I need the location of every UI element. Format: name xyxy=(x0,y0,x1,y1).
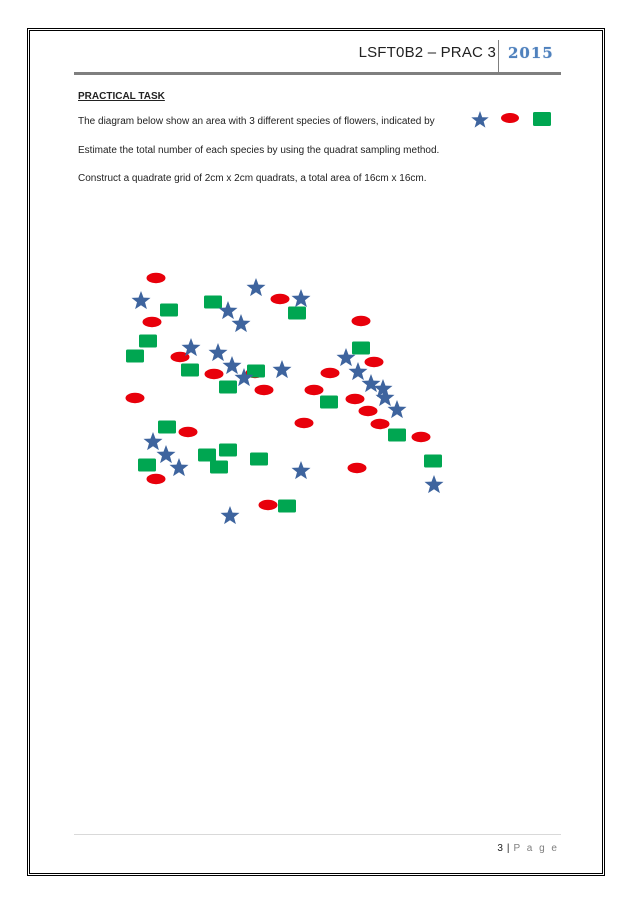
red-oval-flower xyxy=(147,474,166,484)
red-oval-flower xyxy=(321,368,340,378)
green-square-flower xyxy=(219,444,237,457)
blue-star-flower xyxy=(144,432,163,450)
header-year: 2015 xyxy=(508,44,554,62)
green-square-flower xyxy=(219,381,237,394)
green-square-flower xyxy=(139,335,157,348)
page-number: 3 xyxy=(497,843,503,854)
red-oval-flower xyxy=(147,273,166,283)
red-oval-flower xyxy=(305,385,324,395)
green-square-flower xyxy=(138,459,156,472)
blue-star-flower xyxy=(292,289,311,307)
red-oval-flower xyxy=(179,427,198,437)
green-square-flower xyxy=(158,421,176,434)
green-square-flower xyxy=(198,449,216,462)
red-oval-flower xyxy=(352,316,371,326)
blue-star-flower xyxy=(209,343,228,361)
blue-star-flower xyxy=(292,461,311,479)
task-heading: PRACTICAL TASK xyxy=(78,91,165,102)
red-oval-flower xyxy=(126,393,145,403)
blue-star-flower xyxy=(223,356,242,374)
red-oval-flower xyxy=(255,385,274,395)
task-line-2: Estimate the total number of each species by using the quadrat sampling method. xyxy=(78,145,440,156)
blue-star-flower xyxy=(376,388,395,406)
blue-star-flower xyxy=(232,314,251,332)
green-square-flower xyxy=(204,296,222,309)
task-line-3: Construct a quadrate grid of 2cm x 2cm quadrats, a total area of 16cm x 16cm. xyxy=(78,173,427,184)
blue-star-flower xyxy=(247,278,266,296)
blue-star-flower xyxy=(221,506,240,524)
green-square-flower xyxy=(288,307,306,320)
blue-star-flower xyxy=(157,445,176,463)
red-oval-flower xyxy=(371,419,390,429)
red-oval-flower xyxy=(143,317,162,327)
green-square-flower xyxy=(352,342,370,355)
header-doc-code: LSFT0B2 – PRAC 3 xyxy=(358,44,496,61)
red-oval-flower xyxy=(295,418,314,428)
red-oval-flower xyxy=(359,406,378,416)
red-oval-flower xyxy=(259,500,278,510)
green-square-flower xyxy=(126,350,144,363)
blue-star-flower xyxy=(362,374,381,392)
green-square-flower xyxy=(160,304,178,317)
green-square-flower xyxy=(278,500,296,513)
footer-separator: | xyxy=(506,843,510,854)
blue-star-flower xyxy=(388,400,407,418)
red-oval-flower xyxy=(205,369,224,379)
green-square-flower xyxy=(388,429,406,442)
red-oval-flower xyxy=(346,394,365,404)
blue-star-flower xyxy=(273,360,292,378)
page-label: P a g e xyxy=(513,843,559,854)
green-square-flower xyxy=(210,461,228,474)
footer-page-number xyxy=(497,843,559,854)
task-line-1: The diagram below show an area with 3 different species of flowers, indicated by xyxy=(78,116,435,127)
footer-rule xyxy=(74,834,561,835)
red-oval-flower xyxy=(365,357,384,367)
blue-star-flower xyxy=(170,458,189,476)
green-square-flower xyxy=(250,453,268,466)
red-oval-flower xyxy=(348,463,367,473)
blue-star-flower xyxy=(132,291,151,309)
green-square-flower xyxy=(181,364,199,377)
green-square-flower xyxy=(424,455,442,468)
red-oval-flower xyxy=(412,432,431,442)
red-oval-flower xyxy=(271,294,290,304)
blue-star-flower xyxy=(425,475,444,493)
green-square-flower xyxy=(320,396,338,409)
